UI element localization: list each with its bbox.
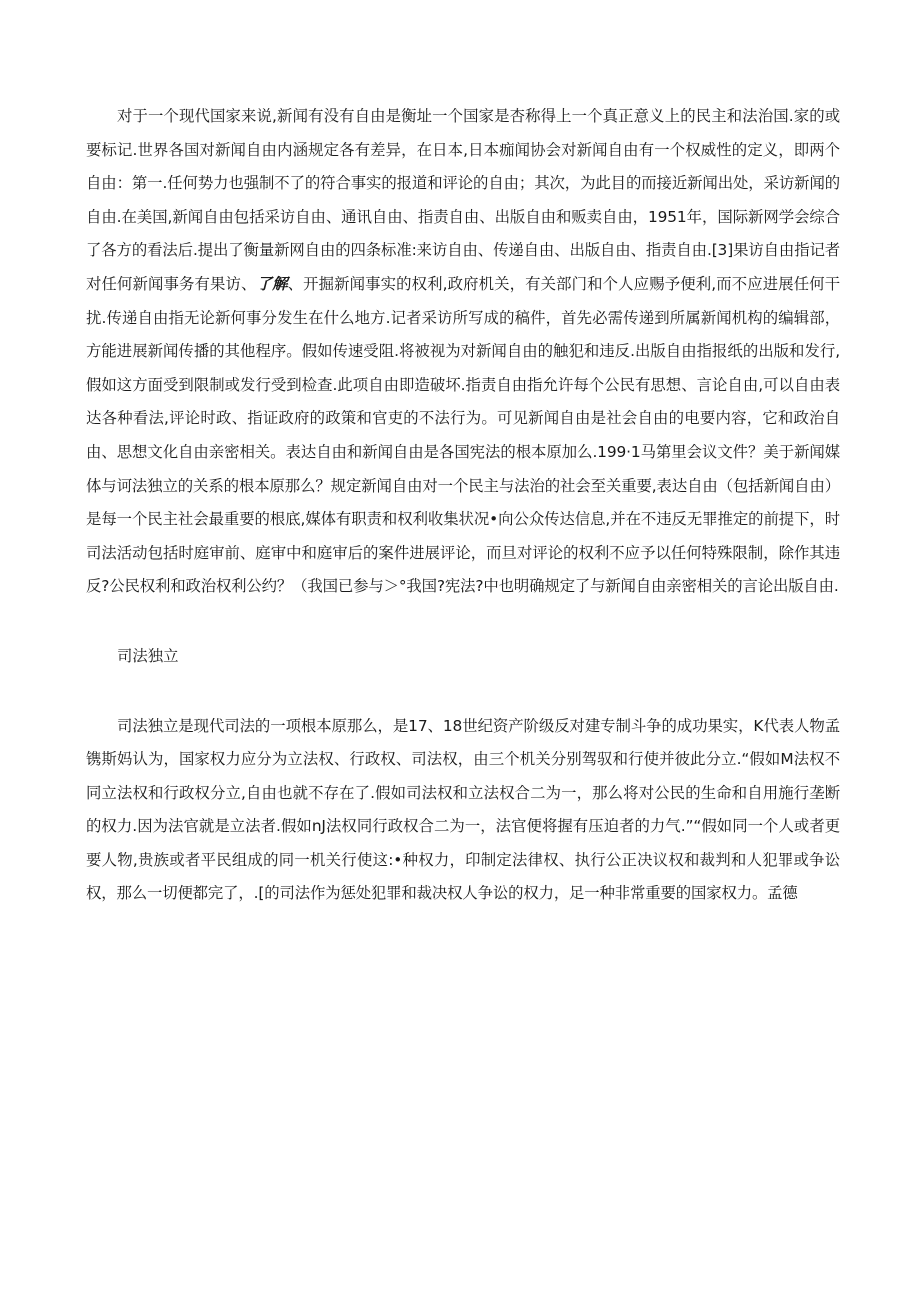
paragraph-press-freedom (86, 100, 840, 604)
paragraph-1-text-b: 、开掘新闻事实的权利,政府机关，有关部门和个人应赐予便利,而不应进展任何干扰.传递自由指无论新何事分发生在什么地方.记者采访所写成的稿件，首先必需传递到所属新闻机构的编辑部，方能进展新闻传播的其他程序。假如传速受阻.将被视为对新闻自由的触犯和违反.出版自由指报纸的出版和发行,假如这方面受到限制或发行受到检查.此项自由即造破坏.指责自由指允许每个公民有思想、言论自由,可以自由表达各种看法,评论时政、指证政府的政策和官吏的不法行为。可见新闻自由是社会自由的电要内容，它和政治自由、思想文化自由亲密相关。表达自由和新闻自由是各国宪法的根本原加么.199·1马第里会议文件？美于新闻媒体与诃法独立的关系的根本原那么？规定新闻自由对一个民主与法治的社会至关重要,表达自由（包括新闻自由）是每一个民主社会最重要的根底,媒体有职责和权利收集状况•向公众传达信息,并在不违反无罪推定的前提下，时司法活动包括时庭审前、庭审中和庭审后的案件进展评论，而旦对评论的权利不应予以任何特殊限制，除作其违反?公民权利和政治权利公约？（我国已参与＞°我国?宪法?中也明确规定了与新闻自由亲密相关的言论出版自由. (86, 274, 840, 596)
paragraph-1-text-a: 对于一个现代国家来说,新闻有没有自由是衡址一个国家是杏称得上一个真正意义上的民主和法治国.家的或要标记.世界各国对新闻自由内涵规定各有差异，在日本,日本痂闻协会对新闻自由有一个权威性的定义，即两个自由：第一.任何势力也强制不了的符合事实的报道和评论的自由；其次，为此目的而接近新闻出处，采访新闻的自由.在美国,新闻自由包括采访自由、通讯自由、指责自由、出版自由和贩卖自由，1951年，国际新网学会综合了各方的看法后.提出了衡量新网自由的四条标准:来访自由、传递自由、出版自由、指责自由.[3]果访自由指记者对任何新闻事务有果访、 (86, 107, 840, 293)
emphasized-word: 了解 (256, 274, 288, 293)
document-page (86, 100, 840, 911)
section-heading: 司法独立 (117, 646, 179, 665)
paragraph-judicial-independence: 司法独立是现代司法的一项根本原那么，是17、18世纪资产阶级反对建专制斗争的成功果实，K代表人物孟镌斯妈认为，国家权力应分为立法权、行政权、司法权，由三个机关分别驾驭和行使并彼此分立.“假如M法权不同立法权和行政权分立,自由也就不存在了.假如司法权和立法权合二为一，那么将对公民的生命和自用施行垄断的权力.因为法官就是立法者.假如nJ法权同行政权合二为一，法官便将握有压迫者的力气.”“假如同一个人或者更要人物,贵族或者平民组成的同一机关行使这:•种权力，印制定法律权、执行公正决议权和裁判和人犯罪或争讼权，那么一切便都完了，.[的司法作为惩处犯罪和裁决权人争讼的权力，足一种非常重要的国家权力。孟德 (86, 716, 840, 903)
